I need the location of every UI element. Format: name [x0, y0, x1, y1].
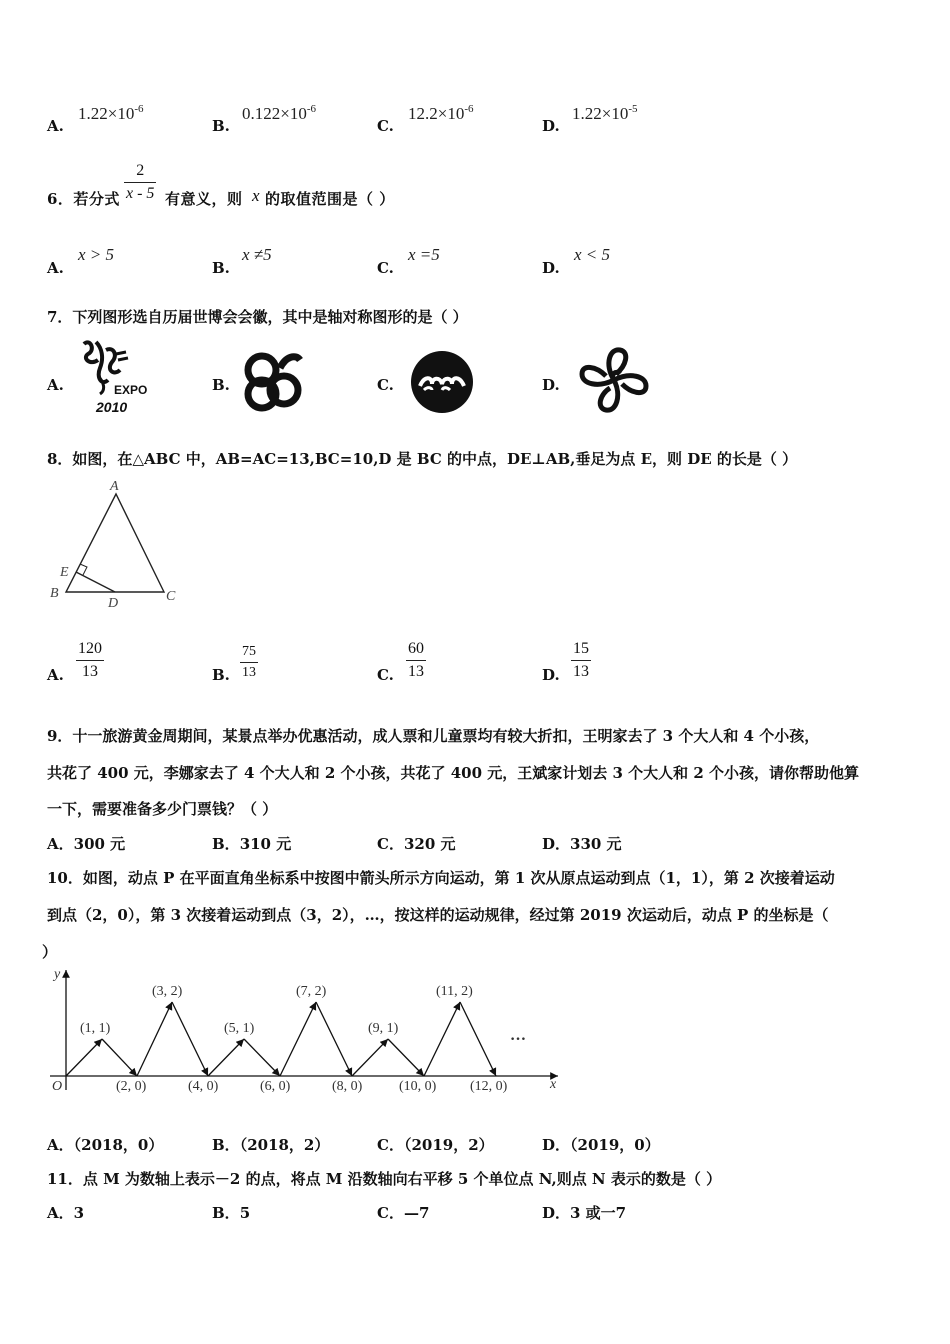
q5-option-a[interactable]: [47, 116, 64, 135]
q6-option-a[interactable]: A.: [47, 259, 64, 277]
q7-option-a[interactable]: A.: [47, 376, 64, 394]
q10-option-b[interactable]: [212, 1134, 329, 1155]
label-d: D: [108, 596, 119, 611]
q10-line-1: 10．如图，动点 P 在平面直角坐标系中按图中箭头所示方向运动，第 1 次从原点运动到点（1，1），第 2 次接着运动: [47, 869, 835, 887]
q8-option-c[interactable]: C.: [377, 666, 394, 684]
option-label: A．: [47, 1204, 74, 1222]
numerator: 15: [573, 640, 589, 657]
q8-option-d[interactable]: D.: [542, 666, 560, 684]
q5-option-d[interactable]: [542, 116, 560, 135]
label-point-8-0: (8, 0): [332, 1079, 363, 1094]
option-value: 5: [239, 1204, 251, 1222]
q8-option-d-fraction: [571, 640, 591, 681]
q7-stem: 7．下列图形选自历届世博会会徽，其中是轴对称图形的是（ ）: [47, 308, 468, 326]
q6-suffix-2: 的取值范围是（ ）: [265, 190, 395, 208]
mantissa: 0.122: [242, 104, 281, 123]
option-value: 300 元: [73, 835, 126, 853]
q8-stem: 8．如图，在△ABC 中，AB=AC=13,BC=10,D 是 BC 的中点，DE⊥AB,垂足为点 E，则 DE 的长是（ ）: [47, 450, 798, 468]
q10-line-2: 到点（2，0），第 3 次接着运动到点（3，2），…，按这样的运动规律，经过第 2019 次运动后，动点 P 的坐标是（: [47, 906, 829, 924]
q10-zigzag-graph: [40, 962, 570, 1102]
expo-2010-logo-icon: [76, 336, 156, 418]
q6-option-c-value: x =5: [408, 245, 440, 264]
right-angle-mark: [80, 564, 87, 575]
option-value: 3 或一7: [570, 1204, 627, 1222]
label-a: A: [110, 479, 119, 494]
rings-logo-icon: [240, 346, 310, 416]
q10-option-c[interactable]: [377, 1134, 494, 1155]
fraction-bar: [124, 182, 156, 183]
option-label: B．: [212, 1204, 240, 1222]
q11-option-c[interactable]: [377, 1202, 429, 1223]
q9-line-3: 一下，需要准备多少门票钱？（ ）: [47, 800, 278, 818]
fraction-bar: [406, 660, 426, 661]
numerator: 75: [242, 644, 256, 659]
q7-option-d[interactable]: D.: [542, 376, 560, 394]
label-point-12-0: (12, 0): [470, 1079, 508, 1094]
q9-option-a[interactable]: [47, 833, 125, 854]
q8-option-a-fraction: [76, 640, 104, 681]
q6-option-b-value: x ≠5: [242, 245, 272, 264]
label-point-6-0: (6, 0): [260, 1079, 291, 1094]
label-point-1-1: (1, 1): [80, 1021, 111, 1036]
label-point-4-0: (4, 0): [188, 1079, 219, 1094]
option-label: C．: [377, 1204, 404, 1222]
q10-option-a[interactable]: [47, 1134, 163, 1155]
q6-suffix-1: 有意义，则: [165, 190, 243, 208]
option-label: D．: [542, 835, 571, 853]
q6-option-d[interactable]: D.: [542, 259, 560, 277]
times-ten: ×10: [437, 104, 465, 123]
label-point-11-2: (11, 2): [436, 984, 473, 999]
label-point-3-2: (3, 2): [152, 984, 183, 999]
q6-var: x: [252, 186, 260, 205]
option-value: 330 元: [570, 835, 622, 853]
fraction-bar: [571, 660, 591, 661]
q11-option-b[interactable]: [212, 1202, 250, 1223]
option-value: 320 元: [403, 835, 456, 853]
mantissa: 12.2: [408, 104, 438, 123]
option-value: 310 元: [239, 835, 292, 853]
q6-frac-numerator: 2: [136, 162, 145, 179]
x-axis-label: x: [550, 1077, 557, 1092]
option-label: B．: [212, 835, 240, 853]
option-value: （2019，2）: [403, 1136, 494, 1154]
q7-option-b[interactable]: B.: [212, 376, 230, 394]
label-point-2-0: (2, 0): [116, 1079, 147, 1094]
numerator: 120: [78, 640, 102, 657]
option-label: D.: [542, 117, 560, 135]
q10-line-3: ）: [42, 943, 58, 961]
q7-option-c[interactable]: C.: [377, 376, 394, 394]
mantissa: 1.22: [572, 104, 602, 123]
option-value: （2019，0）: [570, 1136, 660, 1154]
times-ten: ×10: [601, 104, 629, 123]
label-point-5-1: (5, 1): [224, 1021, 255, 1036]
q5-option-d-value: [572, 104, 638, 124]
q6-prefix: 6．若分式: [47, 190, 120, 208]
q8-option-b-fraction: [240, 644, 258, 681]
q6-frac-denominator: x - 5: [126, 185, 155, 202]
origin-label: O: [52, 1079, 63, 1094]
label-b: B: [50, 586, 59, 601]
q6-option-a-value: x > 5: [78, 245, 115, 264]
q6-option-d-value: x < 5: [574, 245, 611, 264]
segment-de: [76, 572, 115, 592]
times-ten: ×10: [107, 104, 135, 123]
option-label: D．: [542, 1136, 571, 1154]
option-label: C．: [377, 1136, 404, 1154]
times-ten: ×10: [280, 104, 307, 123]
label-point-7-2: (7, 2): [296, 984, 327, 999]
q10-option-d[interactable]: [542, 1134, 660, 1155]
denominator: 13: [408, 663, 424, 680]
option-label: D．: [542, 1204, 571, 1222]
mantissa: 1.22: [78, 104, 108, 123]
denominator: 13: [573, 663, 589, 680]
fraction-bar: [76, 660, 104, 661]
q5-option-b-value: [242, 104, 316, 124]
q9-option-c[interactable]: [377, 833, 456, 854]
option-value: —7: [403, 1204, 430, 1222]
q5-option-b[interactable]: [212, 116, 230, 135]
exponent: -6: [306, 103, 317, 115]
flower-logo-icon: [574, 344, 654, 418]
q9-line-1: 9．十一旅游黄金周期间，某景点举办优惠活动，成人票和儿童票均有较大折扣，王明家去了 3 个大人和 4 个小孩，: [47, 727, 820, 745]
exponent: -6: [134, 103, 144, 115]
waves-logo-icon: [410, 350, 474, 414]
option-label: C.: [377, 117, 394, 135]
q8-option-a[interactable]: A.: [47, 666, 64, 684]
q5-option-a-value: [78, 104, 144, 124]
exponent: -5: [628, 103, 638, 115]
q9-option-b[interactable]: [212, 833, 291, 854]
exponent: -6: [464, 103, 474, 115]
label-point-10-0: (10, 0): [399, 1079, 437, 1094]
logo-text-year: 2010: [96, 399, 128, 415]
q6-option-c[interactable]: C.: [377, 259, 394, 277]
fraction-bar: [240, 662, 258, 663]
q5-option-c-value: [408, 104, 474, 124]
option-value: （2018，2）: [239, 1136, 330, 1154]
q11-option-d[interactable]: [542, 1202, 626, 1223]
q6-option-b[interactable]: B.: [212, 259, 230, 277]
q11-option-a[interactable]: [47, 1202, 84, 1223]
logo-text-expo: EXPO: [114, 383, 148, 397]
option-value: 3: [73, 1204, 85, 1222]
y-axis-label: y: [54, 967, 61, 982]
option-label: A.: [47, 117, 64, 135]
q9-option-d[interactable]: [542, 833, 622, 854]
option-label: B．: [212, 1136, 240, 1154]
label-c: C: [166, 589, 176, 604]
option-label: A．: [47, 835, 74, 853]
q9-line-2: 共花了 400 元，李娜家去了 4 个大人和 2 个小孩，共花了 400 元，王斌家计划去 3 个大人和 2 个小孩，请你帮助他算: [47, 764, 860, 782]
triangle-abc: [66, 494, 164, 592]
ellipsis: …: [510, 1027, 526, 1044]
option-label: C．: [377, 835, 404, 853]
label-point-9-1: (9, 1): [368, 1021, 399, 1036]
option-value: （2018，0）: [73, 1136, 164, 1154]
q11-stem: 11．点 M 为数轴上表示－2 的点，将点 M 沿数轴向右平移 5 个单位点 N,则点 N 表示的数是（ ）: [47, 1170, 722, 1188]
denominator: 13: [82, 663, 98, 680]
q8-triangle-figure: [44, 476, 194, 616]
numerator: 60: [408, 640, 424, 657]
denominator: 13: [242, 665, 256, 680]
label-e: E: [60, 565, 69, 580]
option-label: A．: [47, 1136, 74, 1154]
zigzag-path: [66, 1002, 496, 1076]
q8-option-c-fraction: [406, 640, 426, 681]
option-label: B.: [212, 117, 230, 135]
q6-fraction: [124, 162, 156, 203]
q5-option-c[interactable]: [377, 116, 394, 135]
q8-option-b[interactable]: B.: [212, 666, 230, 684]
